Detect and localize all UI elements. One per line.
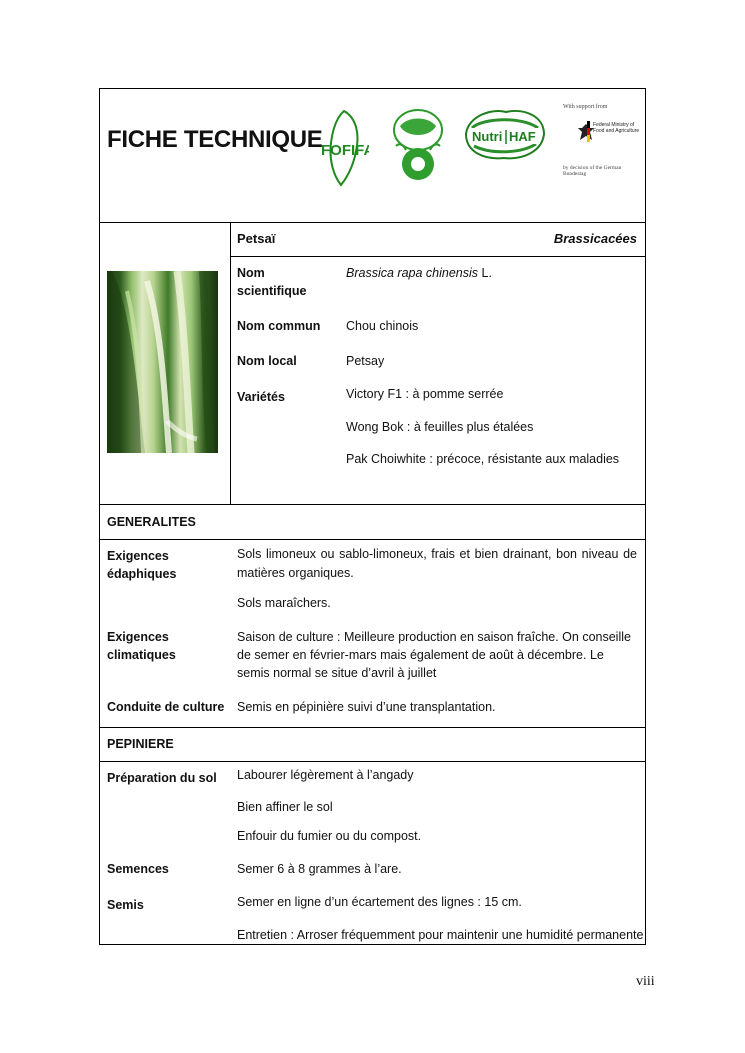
label-varieties: Variétés [237,390,285,404]
value-common-name: Chou chinois [346,319,419,333]
variety-3: Pak Choiwhite : précoce, résistante aux maladies [346,452,620,466]
soil-prep-item-3: Enfouir du fumier ou du compost. [237,829,422,843]
value-local-name: Petsay [346,354,385,368]
technical-sheet [99,88,646,945]
fofifa-logo [319,109,369,187]
nutrihaf-logo [462,106,548,162]
bmel-support-logo [563,104,643,184]
support-bottom-text: by decision of the German Bundestag [563,165,622,177]
climatic-text: Saison de culture : Meilleure production en saison fraîche. On conseille de semer en février-mars mais également de août à décembre. Le semis normal se situe d’avril à juillet [237,630,631,680]
soil-prep-item-1: Labourer légèrement à l’angady [237,768,414,782]
sowing-text: Semer en ligne d’un écartement des lignes : 15 cm. [237,895,522,909]
value-scientific-name: Brassica rapa chinensis L. [346,266,492,280]
page-number: viii [636,974,655,989]
label-soil-preparation: Préparation du sol [107,771,217,785]
nutrihaf-logo-left-text: Nutri [472,129,503,144]
variety-2: Wong Bok : à feuilles plus étalées [346,420,534,434]
nutrihaf-logo-right-text: HAF [509,129,536,144]
seeds-text: Semer 6 à 8 grammes à l’are. [237,862,402,876]
conduite-text: Semis en pépinière suivi d’une transplantation. [237,700,496,714]
edaphic-text-2: Sols maraîchers. [237,596,331,610]
label-scientific-name: Nom scientifique [237,266,307,298]
plant-family: Brassicacées [553,231,637,246]
section-heading-generalites: GENERALITES [107,515,196,529]
section-heading-pepiniere: PEPINIERE [107,737,174,751]
soil-prep-item-2: Bien affiner le sol [237,800,333,814]
page-title: FICHE TECHNIQUE [107,126,323,153]
support-top-text: With support from [563,104,608,110]
ministry-name: Federal Ministry of Food and Agriculture [593,122,640,134]
label-sowing: Semis [107,898,144,912]
edaphic-text-1: Sols limoneux ou sablo-limoneux, frais et bien drainant, bon niveau de matières organiques. [237,547,637,580]
chinese-cabbage-photo [107,271,218,453]
variety-1: Victory F1 : à pomme serrée [346,387,504,401]
label-conduite: Conduite de culture [107,700,225,714]
label-local-name: Nom local [237,354,297,368]
label-common-name: Nom commun [237,319,321,333]
plant-name: Petsaï [237,231,276,246]
label-edaphic: Exigences édaphiques [107,549,177,581]
label-seeds: Semences [107,862,169,876]
maintenance-text: Entretien : Arroser fréquemment pour maintenir une humidité permanente [237,928,644,942]
ministry-seal-logo [386,106,450,184]
label-climatic: Exigences climatiques [107,630,176,662]
fofifa-logo-text: FOFIFA [321,142,369,159]
